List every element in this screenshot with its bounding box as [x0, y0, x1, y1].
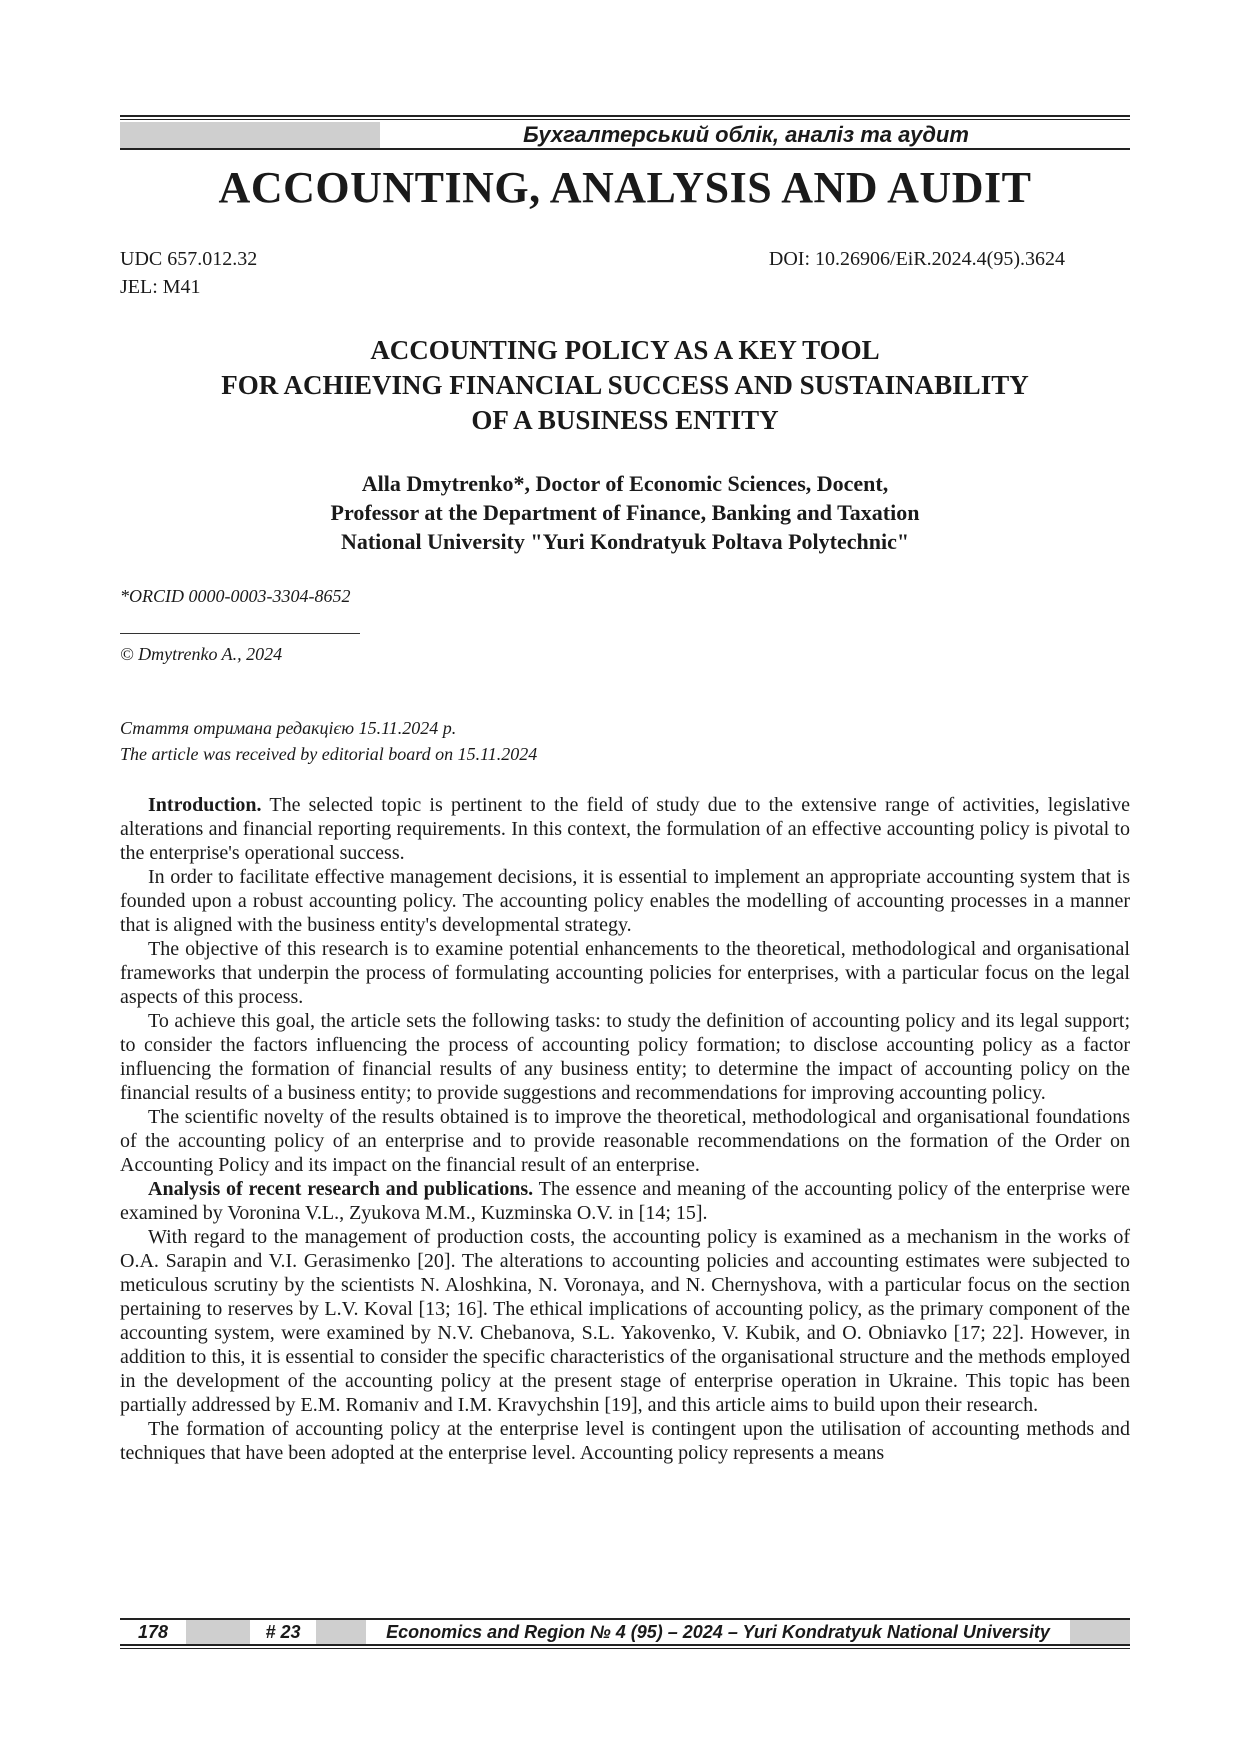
author-block [120, 469, 1130, 556]
doi: DOI: 10.26906/EiR.2024.4(95).3624 [768, 248, 1065, 270]
paragraph [120, 793, 1130, 865]
title-line: ACCOUNTING POLICY AS A KEY TOOL [370, 335, 880, 365]
received-ua: Стаття отримана редакцією 15.11.2024 р. [120, 718, 457, 738]
header-bar [120, 122, 1130, 148]
footer-rule [120, 1644, 1130, 1646]
paragraph-text: The essence and meaning of the accounting policy of the enterprise were examined by Voronina V.L., Zyukova M.M., Kuzminska O.V. in [14; 15]. [120, 1178, 1130, 1224]
article-body [120, 793, 1130, 1465]
received-note [120, 715, 537, 767]
footer-rule [120, 1648, 1130, 1649]
paragraph-text: The formation of accounting policy at the enterprise level is contingent upon the utilisation of accounting methods and techniques that have been adopted at the enterprise level. Accounting policy represents a means [120, 1418, 1130, 1464]
paragraph-text: The scientific novelty of the results obtained is to improve the theoretical, methodological and organisational foundations of the accounting policy of an enterprise and to provide reasonable recommendations on the formation of the Order on Accounting Policy and its impact on the financial result of an enterprise. [120, 1106, 1130, 1176]
paragraph [120, 937, 1130, 1009]
page-number: 178 [137, 1622, 169, 1642]
meta-row [120, 245, 1065, 273]
paragraph [120, 1417, 1130, 1465]
orcid: *ORCID 0000-0003-3304-8652 [120, 586, 351, 606]
header-grey-block [120, 122, 380, 148]
paragraph [120, 1009, 1130, 1105]
author-line: Alla Dmytrenko*, Doctor of Economic Sciences, Docent, [361, 471, 889, 496]
header-rule [120, 115, 1130, 117]
page-footer [120, 1618, 1130, 1649]
footer-grey-block [316, 1620, 366, 1644]
journal-name: Economics and Region № 4 (95) – 2024 – Yuri Kondratyuk National University [386, 1622, 1050, 1642]
footnote-separator [120, 633, 360, 634]
paragraph [120, 1225, 1130, 1417]
section-title: ACCOUNTING, ANALYSIS AND AUDIT [218, 163, 1032, 212]
paragraph-lead: Analysis of recent research and publications. [148, 1178, 534, 1200]
paragraph-text: The selected topic is pertinent to the field of study due to the extensive range of activities, legislative alterations and financial reporting requirements. In this context, the formulation of an effective accounting policy is pivotal to the enterprise's operational success. [120, 794, 1130, 864]
paragraph-text: The objective of this research is to examine potential enhancements to the theoretical, methodological and organisational frameworks that underpin the process of formulating accounting policies for enterprises, with a particular focus on the legal aspects of this process. [120, 938, 1130, 1008]
author-line: National University "Yuri Kondratyuk Poltava Polytechnic" [340, 529, 910, 554]
author-line: Professor at the Department of Finance, Banking and Taxation [330, 500, 920, 525]
footer-grey-block [186, 1620, 250, 1644]
title-line: OF A BUSINESS ENTITY [471, 405, 779, 435]
paragraph-text: To achieve this goal, the article sets the following tasks: to study the definition of accounting policy and its legal support; to consider the factors influencing the process of accounting policy formation; to disclose accounting policy as a factor influencing the formation of financial results of any business entity; to determine the impact of accounting policy on the financial results of a business entity; to provide suggestions and recommendations for improving accounting policy. [120, 1010, 1130, 1104]
paragraph [120, 865, 1130, 937]
running-header-text: Бухгалтерський облік, аналіз та аудит [523, 122, 969, 147]
paragraph-text: In order to facilitate effective management decisions, it is essential to implement an appropriate accounting system that is founded upon a robust accounting policy. The accounting policy enables the modelling of accounting processes in a manner that is aligned with the business entity's developmental strategy. [120, 866, 1130, 936]
title-line: FOR ACHIEVING FINANCIAL SUCCESS AND SUSTAINABILITY [221, 370, 1029, 400]
paragraph [120, 1177, 1130, 1225]
paragraph-lead: Introduction. [148, 794, 262, 816]
header-rule [120, 148, 1130, 150]
issue-number: # 23 [265, 1622, 301, 1642]
jel-code: JEL: M41 [120, 276, 201, 298]
article-meta [120, 245, 1065, 301]
copyright: © Dmytrenko A., 2024 [120, 644, 283, 664]
running-header [120, 115, 1130, 150]
paragraph [120, 1105, 1130, 1177]
header-rule [120, 119, 1130, 120]
article-title [120, 333, 1130, 438]
footer-bar [120, 1620, 1130, 1644]
paragraph-text: With regard to the management of production costs, the accounting policy is examined as a mechanism in the works of O.A. Sarapin and V.I. Gerasimenko [20]. The alterations to accounting policies and accounting estimates were subjected to meticulous scrutiny by the scientists N. Aloshkina, N. Voronaya, and N. Chernyshova, with a particular focus on the section pertaining to reserves by L.V. Koval [13; 16]. The ethical implications of accounting policy, as the primary component of the accounting system, were examined by N.V. Chebanova, S.L. Yakovenko, V. Kubik, and O. Obniavko [17; 22]. However, in addition to this, it is essential to consider the specific characteristics of the organisational structure and the methods employed in the development of the accounting policy at the present stage of enterprise operation in Ukraine. This topic has been partially addressed by E.M. Romaniv and I.M. Kravychshin [19], and this article aims to build upon their research. [120, 1226, 1130, 1416]
footer-grey-block [1070, 1620, 1130, 1644]
received-en: The article was received by editorial board on 15.11.2024 [120, 744, 538, 764]
udc-code: UDC 657.012.32 [120, 248, 258, 270]
